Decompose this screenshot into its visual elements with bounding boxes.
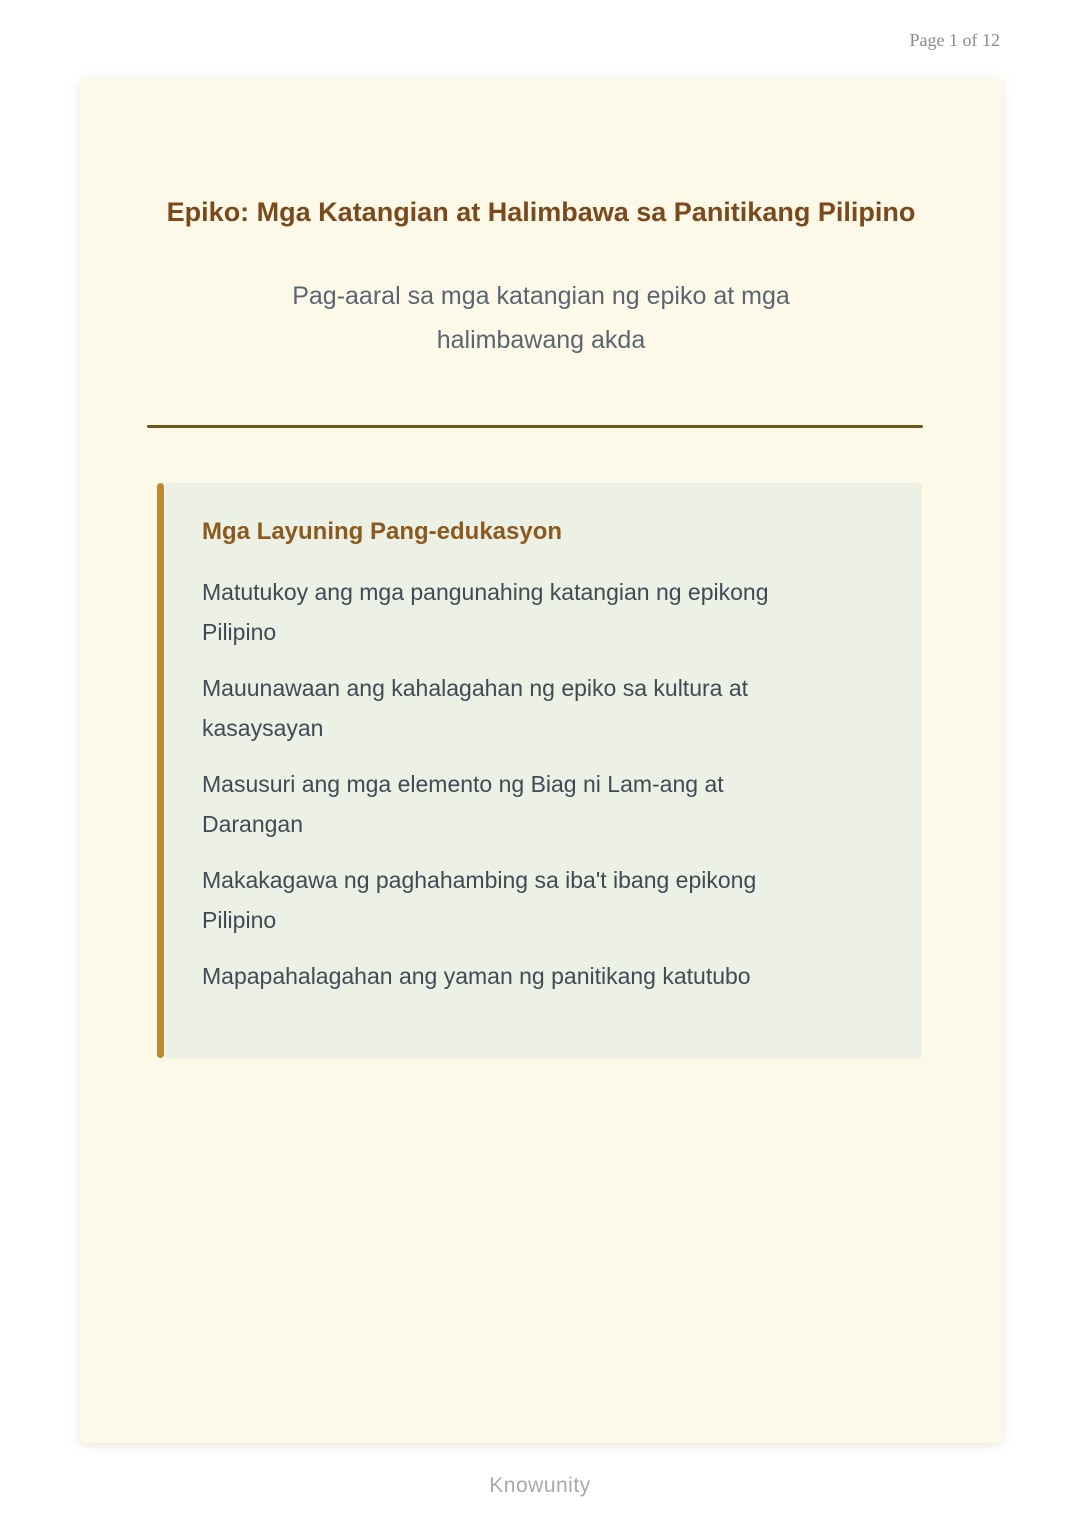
objectives-callout <box>157 483 922 1058</box>
callout-heading: Mga Layuning Pang-edukasyon <box>202 518 563 545</box>
objective-line: Matutukoy ang mga pangunahing katangian ng epikong <box>202 579 769 605</box>
objective-item-4 <box>202 860 882 940</box>
document-subtitle <box>80 274 1002 362</box>
objective-line: Pilipino <box>202 907 277 933</box>
page-indicator: Page 1 of 12 <box>909 30 1000 50</box>
objective-line: Mapapahalagahan ang yaman ng panitikang katutubo <box>202 963 751 989</box>
subtitle-line-2: halimbawang akda <box>436 326 646 354</box>
objective-line: Darangan <box>202 811 304 837</box>
subtitle-line-1: Pag-aaral sa mga katangian ng epiko at mga <box>292 282 790 310</box>
objective-line: Pilipino <box>202 619 277 645</box>
callout-accent-bar <box>157 483 164 1058</box>
document-page-card <box>80 78 1002 1443</box>
objective-item-3 <box>202 764 882 844</box>
objective-item-2 <box>202 668 882 748</box>
objective-item-5 <box>202 956 882 996</box>
objective-item-1 <box>202 572 882 652</box>
section-divider <box>147 425 923 428</box>
callout-box <box>165 483 922 1058</box>
objective-line: Mauunawaan ang kahalagahan ng epiko sa kultura at <box>202 675 749 701</box>
objective-line: Makakagawa ng paghahambing sa iba't ibang epikong <box>202 867 757 893</box>
objective-line: kasaysayan <box>202 715 324 741</box>
document-title: Epiko: Mga Katangian at Halimbawa sa Panitikang Pilipino <box>166 197 916 227</box>
objective-line: Masusuri ang mga elemento ng Biag ni Lam-ang at <box>202 771 724 797</box>
footer-brand: Knowunity <box>489 1474 591 1497</box>
